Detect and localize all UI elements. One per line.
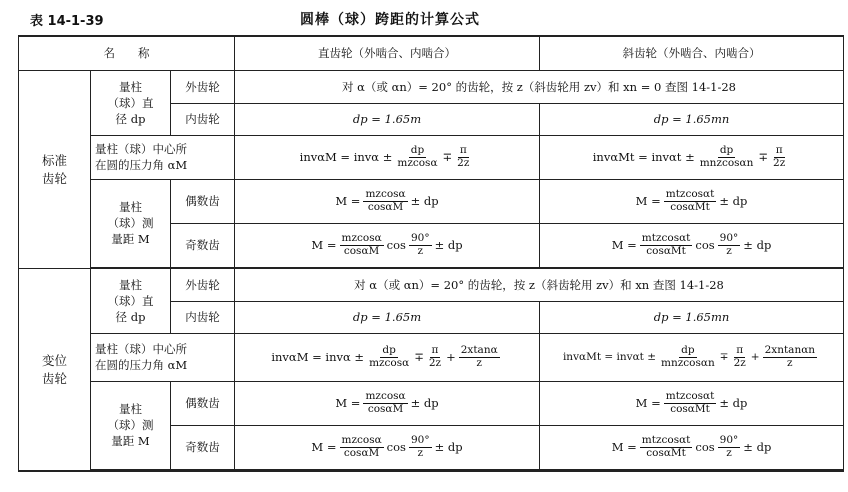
- label-even: 偶数齿: [171, 381, 235, 425]
- label-internal: 内齿轮: [171, 103, 235, 135]
- group-modified: 变位 齿轮: [19, 268, 91, 471]
- table-row: [19, 70, 844, 103]
- table-row: [19, 333, 844, 381]
- label-odd: 奇数齿: [171, 425, 235, 469]
- label-odd: 奇数齿: [171, 223, 235, 267]
- header-name: 名 称: [19, 36, 235, 70]
- std-external-note: 对 α（或 αn）= 20° 的齿轮，按 z（斜齿轮用 zv）和 xn = 0 查图 14-1-28: [235, 70, 844, 103]
- std-inv-helical: invαMt = invαt ± dp mnzcosαn ∓ π 2z: [540, 135, 844, 179]
- table-row: [19, 268, 844, 301]
- std-internal-helical: dp = 1.65mn: [540, 103, 844, 135]
- std-odd-helical: M = mtzcosαt cosαMt cos 90° z ± dp: [540, 223, 844, 267]
- mod-inv-spur: invαM = invα ± $\frac{dp}{mzcos\alpha}$ ∓ π 2z + $\frac{2xtan\alpha}{z}$: [235, 333, 540, 381]
- label-span: 量柱 （球）测 量距 M: [91, 179, 171, 267]
- header-row: [19, 36, 844, 70]
- std-internal-spur: dp = 1.65m: [235, 103, 540, 135]
- mod-odd-helical: M = mtzcosαt cosαMt cos 90° z ± dp: [540, 425, 844, 469]
- std-inv-spur: invαM = invα ± $\frac{dp}{mzcos\alpha}$ ∓ π 2z: [235, 135, 540, 179]
- formula-table: [18, 35, 844, 472]
- table-row: [19, 135, 844, 179]
- label-span: 量柱 （球）测 量距 M: [91, 381, 171, 469]
- table-number: 表 14-1-39: [30, 14, 104, 29]
- label-external: 外齿轮: [171, 70, 235, 103]
- group-standard: 标准 齿轮: [19, 70, 91, 268]
- header-helical: 斜齿轮（外啮合、内啮合）: [540, 36, 844, 70]
- label-pressure-angle: 量柱（球）中心所 在圆的压力角 αM: [91, 135, 235, 179]
- table-caption: [0, 0, 848, 34]
- label-external: 外齿轮: [171, 268, 235, 301]
- label-pressure-angle: 量柱（球）中心所 在圆的压力角 αM: [91, 333, 235, 381]
- mod-internal-spur: dp = 1.65m: [235, 301, 540, 333]
- table-title: 圆棒（球）跨距的计算公式: [300, 12, 480, 28]
- mod-even-helical: M = mtzcosαt cosαMt ± dp: [540, 381, 844, 425]
- mod-inv-helical: invαMt = invαt ± dp mnzcosαn ∓ π 2z + $\frac{2xntan\alpha n}{z}$: [540, 333, 844, 381]
- mod-external-note: 对 α（或 αn）= 20° 的齿轮，按 z（斜齿轮用 zv）和 xn 查图 14-1-28: [235, 268, 844, 301]
- table-row: [19, 381, 844, 425]
- table-row: [19, 179, 844, 223]
- std-odd-spur: M = $\frac{mzcos\alpha}{\cos\alpha M}$ cos 90° z ± dp: [235, 223, 540, 267]
- std-even-spur: M = $\frac{mzcos\alpha}{\cos\alpha M}$ ± dp: [235, 179, 540, 223]
- label-diameter: 量柱 （球）直 径 dp: [91, 70, 171, 135]
- label-internal: 内齿轮: [171, 301, 235, 333]
- label-even: 偶数齿: [171, 179, 235, 223]
- mod-odd-spur: M = $\frac{mzcos\alpha}{\cos\alpha M}$ cos 90° z ± dp: [235, 425, 540, 469]
- label-diameter: 量柱 （球）直 径 dp: [91, 268, 171, 333]
- header-spur: 直齿轮（外啮合、内啮合）: [235, 36, 540, 70]
- mod-internal-helical: dp = 1.65mn: [540, 301, 844, 333]
- std-even-helical: M = mtzcosαt cosαMt ± dp: [540, 179, 844, 223]
- mod-even-spur: M = $\frac{mzcos\alpha}{\cos\alpha M}$ ± dp: [235, 381, 540, 425]
